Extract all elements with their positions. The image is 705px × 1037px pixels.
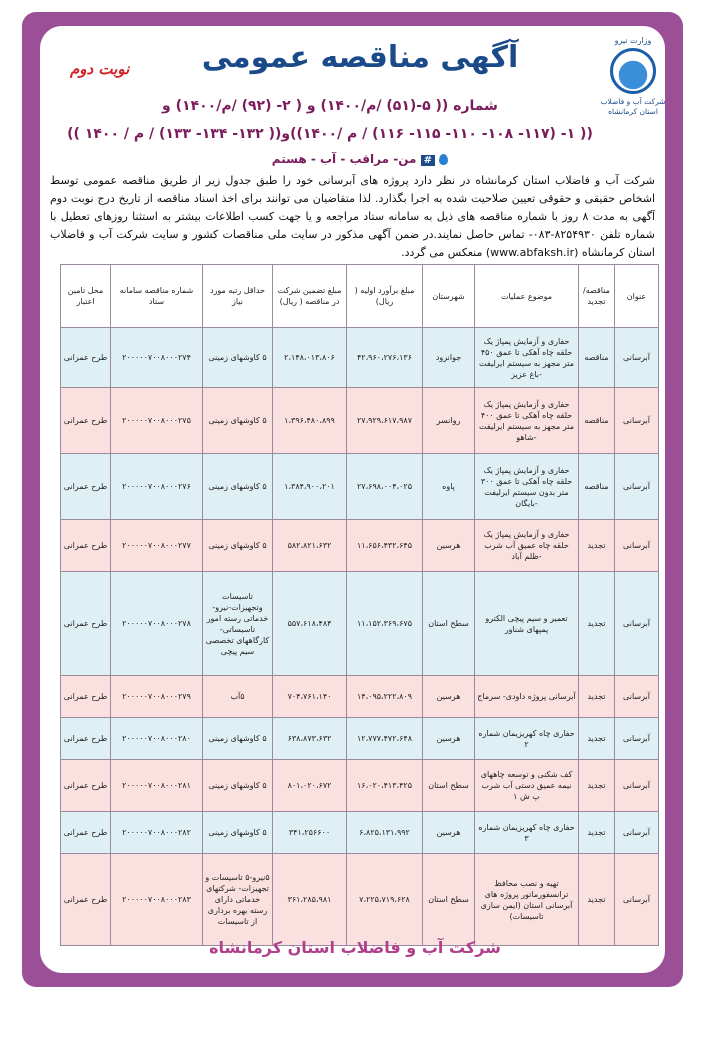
table-cell: ۶،۸۲۵،۱۳۱،۹۹۲	[347, 812, 423, 854]
table-cell: ۵۸۲،۸۲۱،۶۳۲	[273, 520, 347, 572]
table-cell: ۲۰۰۰۰۰۷۰۰۸۰۰۰۲۷۴	[111, 328, 203, 388]
table-cell: ۵آب	[203, 676, 273, 718]
table-cell: پاوه	[423, 454, 475, 520]
table-cell: ۱۱،۱۵۲،۳۶۹،۶۷۵	[347, 572, 423, 676]
table-cell: آبرسانی	[615, 328, 659, 388]
column-header: مبلغ برآورد اولیه ( ریال)	[347, 265, 423, 328]
table-cell: ۲۰۰۰۰۰۷۰۰۸۰۰۰۲۸۰	[111, 718, 203, 760]
table-row	[61, 718, 659, 760]
table-row	[61, 676, 659, 718]
table-cell: ۲۰۰۰۰۰۷۰۰۸۰۰۰۲۸۳	[111, 854, 203, 946]
table-cell: طرح عمرانی	[61, 520, 111, 572]
table-row	[61, 812, 659, 854]
table-cell: تجدید	[579, 572, 615, 676]
slogan	[250, 152, 470, 166]
table-cell: طرح عمرانی	[61, 388, 111, 454]
table-cell: تهیه و نصب محافظ ترانسفورماتور پروژه های آبرسانی استان (ایمن سازی تاسیسات)	[475, 854, 579, 946]
table-cell: طرح عمرانی	[61, 572, 111, 676]
table-cell: سطح استان	[423, 760, 475, 812]
table-cell: ۵ کاوشهای زمینی	[203, 454, 273, 520]
table-cell: طرح عمرانی	[61, 328, 111, 388]
table-cell: مناقصه	[579, 328, 615, 388]
table-cell: ۱،۳۸۴،۹۰۰،۲۰۱	[273, 454, 347, 520]
table-row	[61, 760, 659, 812]
table-cell: تجدید	[579, 854, 615, 946]
page-title: آگهی مناقصه عمومی	[201, 40, 519, 75]
table-cell: آبرسانی پروژه داودی- سرماج	[475, 676, 579, 718]
table-cell: ۲۷،۶۹۸،۰۰۴،۰۲۵	[347, 454, 423, 520]
round-label: نوبت دوم	[70, 60, 130, 78]
column-header: مناقصه/ تجدید	[579, 265, 615, 328]
drop-icon	[439, 154, 448, 165]
table-cell: حفاری چاه کهریزیمان شماره ۲	[475, 718, 579, 760]
table-cell: آبرسانی	[615, 676, 659, 718]
table-cell: ۵ کاوشهای زمینی	[203, 760, 273, 812]
table-cell: طرح عمرانی	[61, 854, 111, 946]
table-cell: سطح استان	[423, 572, 475, 676]
hash-badge: #	[421, 155, 435, 166]
table-row	[61, 854, 659, 946]
table-cell: ۲۰۰۰۰۰۷۰۰۸۰۰۰۲۷۹	[111, 676, 203, 718]
table-cell: ۵نیرو-۵ تاسیسات و تجهیزات- شرکتهای خدماتی دارای رسته بهره برداری از تاسیسات	[203, 854, 273, 946]
table-cell: ۲۰۰۰۰۰۷۰۰۸۰۰۰۲۷۷	[111, 520, 203, 572]
table-cell: تجدید	[579, 676, 615, 718]
table-cell: ۲۰۰۰۰۰۷۰۰۸۰۰۰۲۸۱	[111, 760, 203, 812]
table-cell: ۱۲،۷۷۷،۴۷۲،۶۴۸	[347, 718, 423, 760]
table-row	[61, 520, 659, 572]
table-cell: حفاری و آزمایش پمپاژ یک حلقه چاه آهکی تا عمق ۴۰۰ متر مجهز به سیستم ایرلیفت -شاهو	[475, 388, 579, 454]
table-cell: ۸۰۱،۰۲۰،۶۷۲	[273, 760, 347, 812]
table-cell: هرسین	[423, 520, 475, 572]
table-cell: حفاری و آزمایش پمپاژ یک حلقه چاه آهکی تا عمق ۳۰۰ متر بدون سیستم ایرلیفت -بایگان	[475, 454, 579, 520]
table-row	[61, 328, 659, 388]
column-header: محل تامین اعتبار	[61, 265, 111, 328]
table-cell: تعمیر و سیم پیچی الکترو پمپهای شناور	[475, 572, 579, 676]
tender-numbers-line1: شماره (( ۵-(۵۱) /م/۱۴۰۰) و ( ۲- (۹۲) /م/۱۴۰۰) و	[162, 98, 498, 114]
column-header: حداقل رتبه مورد نیاز	[203, 265, 273, 328]
table-cell: ۱۱،۶۵۶،۴۳۲،۶۴۵	[347, 520, 423, 572]
table-cell: مناقصه	[579, 454, 615, 520]
table-cell: هرسین	[423, 718, 475, 760]
column-header: عنوان	[615, 265, 659, 328]
table-cell: روانسر	[423, 388, 475, 454]
column-header: شهرستان	[423, 265, 475, 328]
table-cell: جوانرود	[423, 328, 475, 388]
table-cell: ۶۳۸،۸۷۳،۶۳۲	[273, 718, 347, 760]
table-cell: تجدید	[579, 520, 615, 572]
table-row	[61, 388, 659, 454]
table-cell: تجدید	[579, 718, 615, 760]
table-cell: ۲۰۰۰۰۰۷۰۰۸۰۰۰۲۸۲	[111, 812, 203, 854]
column-header: مبلغ تضمین شرکت در مناقصه ( ریال)	[273, 265, 347, 328]
table-cell: ۳۶۱،۲۸۵،۹۸۱	[273, 854, 347, 946]
table-cell: طرح عمرانی	[61, 812, 111, 854]
table-cell: ۱،۳۹۶،۴۸۰،۸۹۹	[273, 388, 347, 454]
table-cell: طرح عمرانی	[61, 760, 111, 812]
table-cell: سطح استان	[423, 854, 475, 946]
footer-org: شرکت آب و فاضلاب استان کرمانشاه	[209, 938, 501, 957]
table-cell: هرسین	[423, 676, 475, 718]
column-header: موضوع عملیات	[475, 265, 579, 328]
logo-ministry: وزارت نیرو	[614, 36, 652, 45]
table-cell: هرسین	[423, 812, 475, 854]
table-cell: آبرسانی	[615, 388, 659, 454]
table-cell: آبرسانی	[615, 760, 659, 812]
table-cell: ۵ کاوشهای زمینی	[203, 812, 273, 854]
table-cell: تجدید	[579, 812, 615, 854]
table-cell: ۷۰۴،۷۶۱،۱۴۰	[273, 676, 347, 718]
table-cell: ۵ کاوشهای زمینی	[203, 328, 273, 388]
table-cell: حفاری چاه کهریزیمان شماره ۳	[475, 812, 579, 854]
table-cell: تجدید	[579, 760, 615, 812]
table-cell: مناقصه	[579, 388, 615, 454]
table-cell: ۲۷،۹۲۹،۶۱۷،۹۸۷	[347, 388, 423, 454]
table-cell: طرح عمرانی	[61, 676, 111, 718]
table-cell: ۵ کاوشهای زمینی	[203, 520, 273, 572]
table-cell: ۵ کاوشهای زمینی	[203, 718, 273, 760]
table-cell: طرح عمرانی	[61, 718, 111, 760]
table-cell: ۷،۲۲۵،۷۱۹،۶۲۸	[347, 854, 423, 946]
slogan-text: من- مراقب - آب - هستم	[271, 152, 417, 166]
table-row	[61, 454, 659, 520]
table-cell: حفاری و آزمایش پمپاژ یک حلقه چاه عمیق آب شرب -ظلم آباد	[475, 520, 579, 572]
logo-org-line2: استان کرمانشاه	[608, 107, 658, 116]
table-cell: آبرسانی	[615, 454, 659, 520]
water-drop-icon	[610, 48, 656, 94]
table-cell: ۵ کاوشهای زمینی	[203, 388, 273, 454]
logo	[600, 36, 666, 117]
table-cell: آبرسانی	[615, 718, 659, 760]
table-cell: ۲۰۰۰۰۰۷۰۰۸۰۰۰۲۷۵	[111, 388, 203, 454]
table-cell: ۲۰۰۰۰۰۷۰۰۸۰۰۰۲۷۸	[111, 572, 203, 676]
table-cell: ۵۵۷،۶۱۸،۴۸۴	[273, 572, 347, 676]
logo-org-line1: شرکت آب و فاضلاب	[600, 97, 666, 106]
table-cell: طرح عمرانی	[61, 454, 111, 520]
table-row	[61, 572, 659, 676]
table-cell: ۴۲،۹۶۰،۲۷۶،۱۳۶	[347, 328, 423, 388]
intro-paragraph: شرکت آب و فاضلاب استان کرمانشاه در نظر دارد پروژه های آبرسانی خود را طبق جدول زیر از طریق مناقصه عمومی توسط اشخاص حقیقی و حقوقی تعیین صلاحیت شده به اجرا بگذارد. لذا متقاضیان می توانند برای اخذ اسناد مناقصه از تاریخ درج نوبت دوم آگهی به مدت ۸ روز با شماره مناقصه های ذیل به سامانه ستاد مراجعه و یا جهت کسب اطلاعات بیشتر به استثنا روزهای تعطیل با شماره تلفن ۸۲۵۴۹۳۰-۰۸۳- تماس حاصل نمایند.در ضمن آگهی مذکور در سایت ملی مناقصات کشور و سایت شرکت آب و فاضلاب استان کرمانشاه (www.abfaksh.ir) منعکس می گردد.	[50, 174, 656, 259]
table-cell: تاسیسات وتجهیزات-نیرو- خدماتی رسته امور تاسیساتی- کارگاههای تخصصی سیم پیچی	[203, 572, 273, 676]
table-cell: حفاری و آزمایش پمپاژ یک حلقه چاه آهکی تا عمق ۴۵۰ متر مجهز به سیستم ایرلیفت -باغ عزیز	[475, 328, 579, 388]
table-cell: ۱۴،۰۹۵،۲۲۲،۸۰۹	[347, 676, 423, 718]
column-header: شماره مناقصه سامانه ستاد	[111, 265, 203, 328]
table-cell: ۲۰۰۰۰۰۷۰۰۸۰۰۰۲۷۶	[111, 454, 203, 520]
tender-numbers-line2: (( ۱- (۱۱۷- ۱۰۸- ۱۱۰- ۱۱۵- ۱۱۶) / م /۱۴۰۰))و(( ۱۳۲- ۱۳۴- ۱۳۳) / م / ۱۴۰۰ ))	[67, 126, 593, 142]
table-cell: ۳۴۱،۲۵۶۶۰۰	[273, 812, 347, 854]
tender-table	[60, 264, 659, 946]
table-cell: آبرسانی	[615, 812, 659, 854]
table-cell: آبرسانی	[615, 520, 659, 572]
table-cell: کف شکنی و توسعه چاههای نیمه عمیق دستی آب شرب پ ش ۱	[475, 760, 579, 812]
table-cell: آبرسانی	[615, 572, 659, 676]
table-header-row	[61, 265, 659, 328]
table-cell: ۲،۱۴۸،۰۱۳،۸۰۶	[273, 328, 347, 388]
table-cell: ۱۶،۰۲۰،۴۱۳،۴۲۵	[347, 760, 423, 812]
table-cell: آبرسانی	[615, 854, 659, 946]
